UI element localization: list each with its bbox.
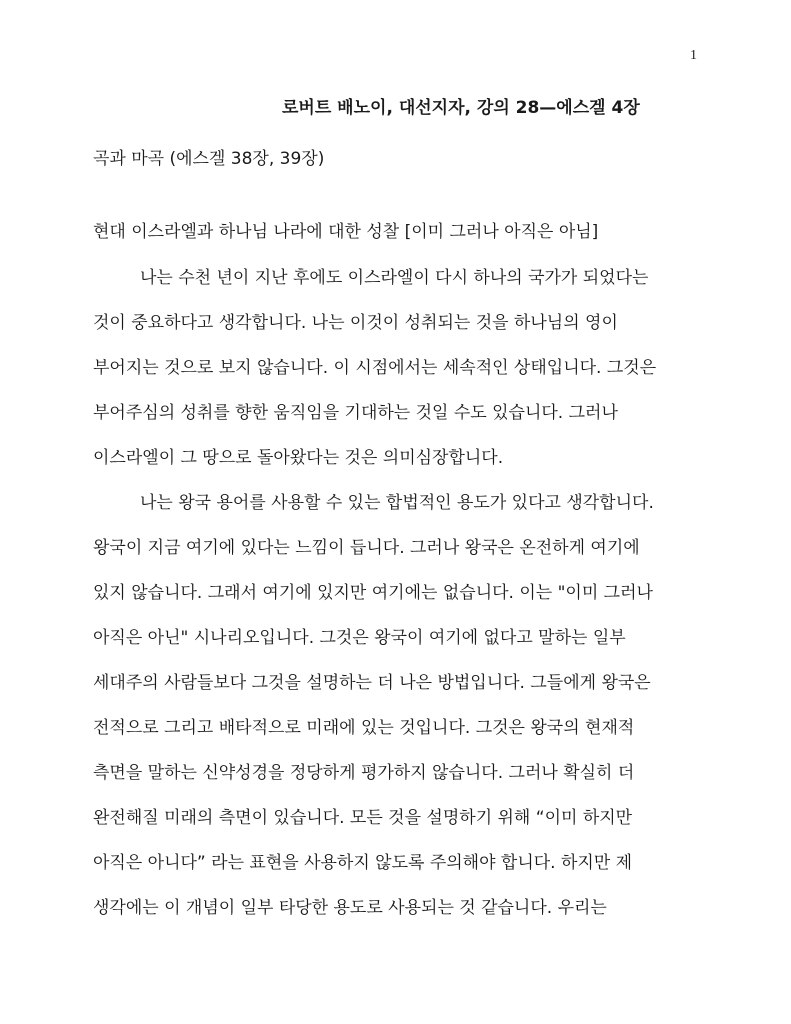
lecture-title: 로버트 배노이, 대선지자, 강의 28—에스겔 4장 bbox=[282, 98, 640, 118]
body-line: 측면을 말하는 신약성경을 정당하게 평가하지 않습니다. 그러나 확실히 더 bbox=[93, 763, 635, 783]
body-line: 부어주심의 성취를 향한 움직임을 기대하는 것일 수도 있습니다. 그러나 bbox=[93, 403, 618, 423]
section-heading: 현대 이스라엘과 하나님 나라에 대한 성찰 [이미 그러나 아직은 아님] bbox=[93, 222, 599, 242]
body-line: 나는 왕국 용어를 사용할 수 있는 합법적인 용도가 있다고 생각합니다. bbox=[140, 493, 654, 513]
lecture-subtitle: 곡과 마곡 (에스겔 38장, 39장) bbox=[93, 149, 325, 169]
body-line: 세대주의 사람들보다 그것을 설명하는 더 나은 방법입니다. 그들에게 왕국은 bbox=[93, 673, 651, 693]
body-line: 생각에는 이 개념이 일부 타당한 용도로 사용되는 것 같습니다. 우리는 bbox=[93, 898, 607, 918]
body-line: 아직은 아니다” 라는 표현을 사용하지 않도록 주의해야 합니다. 하지만 제 bbox=[93, 853, 633, 873]
page-number: 1 bbox=[690, 48, 697, 63]
body-line: 것이 중요하다고 생각합니다. 나는 이것이 성취되는 것을 하나님의 영이 bbox=[93, 313, 618, 333]
body-line: 완전해질 미래의 측면이 있습니다. 모든 것을 설명하기 위해 “이미 하지만 bbox=[93, 808, 633, 828]
body-line: 이스라엘이 그 땅으로 돌아왔다는 것은 의미심장합니다. bbox=[93, 448, 504, 468]
body-line: 왕국이 지금 여기에 있다는 느낌이 듭니다. 그러나 왕국은 온전하게 여기에 bbox=[93, 538, 640, 558]
body-line: 전적으로 그리고 배타적으로 미래에 있는 것입니다. 그것은 왕국의 현재적 bbox=[93, 718, 635, 738]
body-line: 아직은 아닌" 시나리오입니다. 그것은 왕국이 여기에 없다고 말하는 일부 bbox=[93, 628, 626, 648]
body-line: 나는 수천 년이 지난 후에도 이스라엘이 다시 하나의 국가가 되었다는 bbox=[140, 268, 649, 288]
body-line: 부어지는 것으로 보지 않습니다. 이 시점에서는 세속적인 상태입니다. 그것은 bbox=[93, 358, 657, 378]
body-line: 있지 않습니다. 그래서 여기에 있지만 여기에는 없습니다. 이는 "이미 그러나 bbox=[93, 583, 653, 603]
